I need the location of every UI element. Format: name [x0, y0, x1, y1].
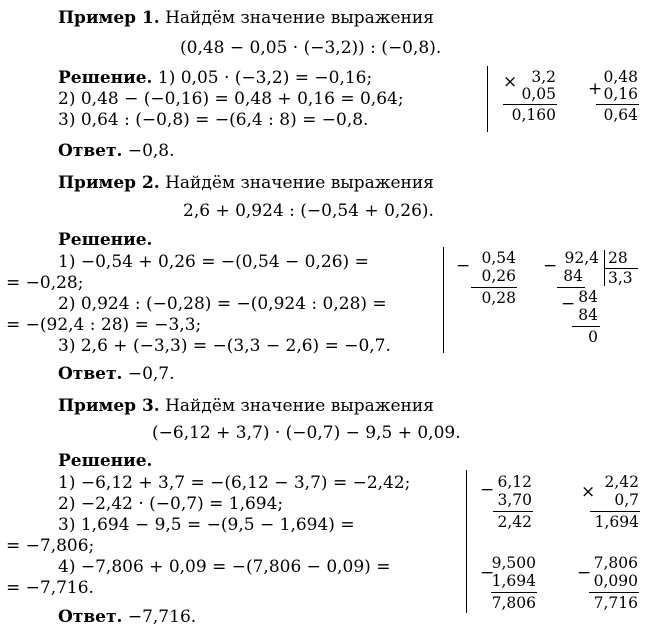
calc-line [572, 326, 600, 327]
calc-top: 2,42 [604, 473, 639, 491]
calc-bottom: 0,7 [614, 491, 639, 509]
example-3-title [58, 396, 434, 416]
column-divider [466, 470, 467, 613]
example-1-answer [58, 141, 175, 161]
calc-divisor: 28 [608, 249, 628, 267]
calc-top: 3,2 [531, 68, 556, 86]
example-3-expression: (−6,12 + 3,7) · (−0,7) − 9,5 + 0,09. [152, 423, 461, 443]
example-1-solution-line-1 [58, 68, 372, 88]
calc-bottom: 0,05 [521, 85, 556, 103]
calc-top: 0,54 [481, 249, 516, 267]
answer-value: −0,7. [127, 364, 175, 384]
calc-result: 7,806 [491, 594, 536, 612]
column-divider [487, 66, 488, 132]
calc-result: 0,160 [511, 106, 556, 124]
minus-sign: − [561, 294, 576, 314]
calc-quotient: 3,3 [608, 269, 633, 287]
calc-line [590, 511, 640, 512]
calc-line [471, 287, 517, 288]
calc-bottom: 0,26 [481, 267, 516, 285]
calc-bottom: 0,090 [593, 572, 638, 590]
calc-result: 2,42 [497, 513, 532, 531]
calc-top: 7,806 [593, 554, 638, 572]
calc-line [503, 104, 557, 105]
calc-subtrahend: 84 [563, 267, 583, 285]
minus-sign: − [543, 256, 558, 276]
example-3-answer [58, 607, 196, 627]
solution-step: = −7,806; [6, 536, 95, 556]
example-2-answer [58, 364, 175, 384]
answer-value: −7,716. [127, 607, 197, 627]
solution-step: = −0,28; [6, 273, 84, 293]
example-3-heading: Пример 3. [58, 396, 160, 416]
plus-sign: + [588, 79, 603, 99]
calc-result: 0,64 [603, 106, 638, 124]
solution-step: 2) 0,48 − (−0,16) = 0,48 + 0,16 = 0,64; [58, 89, 404, 109]
calc-remainder: 84 [578, 288, 598, 306]
multiply-sign: × [581, 482, 596, 502]
calc-top: 6,12 [497, 473, 532, 491]
calc-line [493, 511, 533, 512]
minus-sign: − [480, 563, 495, 583]
calc-top: 0,48 [603, 68, 638, 86]
calc-bottom: 0,16 [603, 85, 638, 103]
solution-step: 1) −6,12 + 3,7 = −(6,12 − 3,7) = −2,42; [58, 473, 411, 493]
example-3-task: Найдём значение выражения [165, 396, 434, 416]
minus-sign: − [577, 563, 592, 583]
solution-step: 1) −0,54 + 0,26 = −(0,54 − 0,26) = [58, 252, 369, 272]
calc-subtrahend: 84 [578, 306, 598, 324]
solution-step: = −7,716. [6, 578, 94, 598]
solution-step: 3) 1,694 − 9,5 = −(9,5 − 1,694) = [58, 515, 355, 535]
solution-step: 2) 0,924 : (−0,28) = −(0,924 : 0,28) = [58, 294, 387, 314]
solution-label: Решение. [58, 451, 153, 471]
calc-top: 9,500 [491, 554, 536, 572]
answer-value: −0,8. [127, 141, 175, 161]
answer-label: Ответ. [58, 607, 123, 627]
solution-step: 3) 0,64 : (−0,8) = −(6,4 : 8) = −0,8. [58, 110, 369, 130]
answer-label: Ответ. [58, 364, 123, 384]
calc-result: 7,716 [593, 594, 638, 612]
column-divider [443, 247, 444, 353]
solution-step: 4) −7,806 + 0,09 = −(7,806 − 0,09) = [58, 557, 391, 577]
calc-result: 0,28 [481, 289, 516, 307]
solution-step: 2) −2,42 · (−0,7) = 1,694; [58, 494, 284, 514]
answer-label: Ответ. [58, 141, 123, 161]
multiply-sign: × [503, 72, 518, 92]
example-1-task: Найдём значение выражения [165, 8, 434, 28]
example-1-expression: (0,48 − 0,05 · (−3,2)) : (−0,8). [180, 38, 442, 58]
solution-label: Решение. [58, 230, 153, 250]
calc-bottom: 3,70 [497, 491, 532, 509]
solution-step: 3) 2,6 + (−3,3) = −(3,3 − 2,6) = −0,7. [58, 336, 391, 356]
calc-line [589, 592, 639, 593]
example-2-title [58, 173, 434, 193]
minus-sign: − [480, 480, 495, 500]
solution-step: = −(92,4 : 28) = −3,3; [6, 315, 202, 335]
solution-label: Решение. [58, 68, 153, 88]
minus-sign: − [456, 256, 471, 276]
calc-dividend: 92,4 [564, 249, 599, 267]
calc-line [596, 104, 639, 105]
calc-result: 1,694 [594, 513, 639, 531]
example-2-heading: Пример 2. [58, 173, 160, 193]
calc-bottom: 1,694 [491, 572, 536, 590]
calc-final-remainder: 0 [588, 328, 598, 346]
example-2-expression: 2,6 + 0,924 : (−0,54 + 0,26). [183, 201, 434, 221]
solution-step: 1) 0,05 · (−3,2) = −0,16; [157, 68, 373, 88]
example-1-heading: Пример 1. [58, 8, 160, 28]
calc-line [491, 592, 537, 593]
example-1-title [58, 8, 434, 28]
example-2-task: Найдём значение выражения [165, 173, 434, 193]
